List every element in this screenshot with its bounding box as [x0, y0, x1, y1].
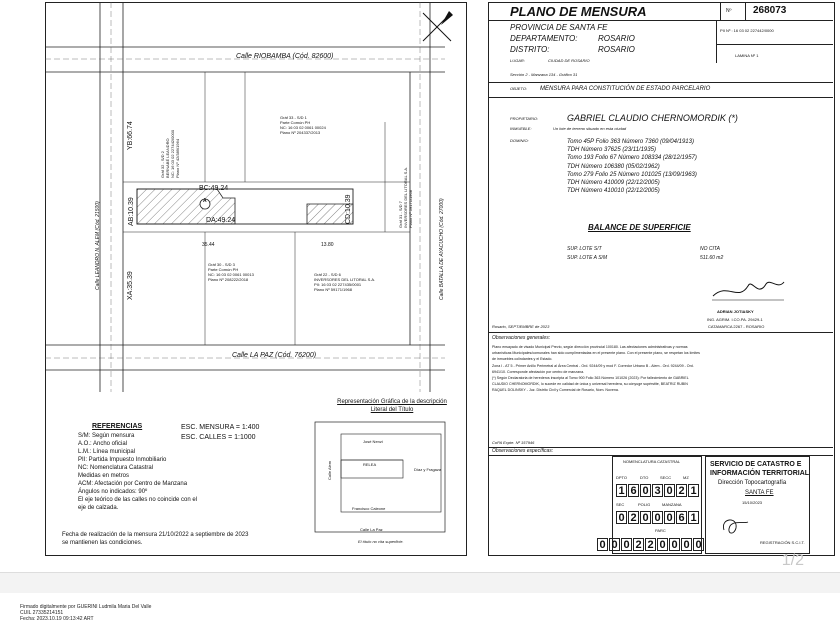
observaciones-title: Observaciones generales: — [492, 335, 551, 341]
divider — [488, 20, 833, 21]
distrito: ROSARIO — [598, 45, 635, 54]
ref-line: NC: Nomenclatura Catastral — [78, 465, 154, 471]
departamento: ROSARIO — [598, 34, 635, 43]
plan-title: PLANO DE MENSURA — [510, 4, 647, 19]
divider — [745, 2, 746, 20]
nom-label: MANZANA — [662, 502, 682, 507]
lugar-label: LUGAR: — [510, 58, 525, 63]
nom-label: SECC — [660, 475, 672, 480]
nom-digit: 0 — [597, 538, 608, 551]
ref-line: S/M: Según mensura — [78, 433, 135, 439]
nom-digit: 1 — [616, 484, 627, 497]
observaciones-line: (*) Según Declaratoria de herederos inscripta al Tomo 900 Folio 363 Número 101026 (2023): Por fallecimiento de GABRIEL — [492, 376, 689, 381]
street-right-label: Calle BATALLA DE AYACUCHO (Cód. 27000) — [439, 198, 445, 300]
surveyor-title: ING. AGRIM. I.CO.PA. 29429-1 — [707, 317, 763, 322]
nom-digit: 2 — [676, 484, 687, 497]
signature-line: Firmado digitalmente por GUERINI Ludmila Maria Del Valle — [20, 604, 152, 610]
graphic-bottom-street: Calle La Paz — [360, 527, 383, 532]
nom-digit: 0 — [657, 538, 668, 551]
graphic-title: Representación Gráfica de la descripción Literal del Título — [337, 399, 447, 413]
dim-ab: AB:10.39 — [128, 197, 135, 226]
nom-label: PARC — [655, 528, 666, 533]
surveyor-name: ADRIAN JOTIASKY — [717, 309, 754, 314]
divider — [716, 44, 833, 45]
nom-digit: 0 — [664, 484, 675, 497]
distrito-label: DISTRITO: — [510, 45, 550, 54]
propietario-label: PROPIETARIO: — [510, 116, 539, 121]
surveyor-address: CATAMARCA 2267 - ROSARIO — [708, 324, 765, 329]
servicio-line4: SANTA FE — [745, 490, 774, 496]
dominio-entry: TDH Número 410009 (22/12/2005) — [567, 180, 660, 187]
survey-date-note: Fecha de realización de la mensura 21/10/2022 a septiembre de 2023 se mantienen las condiciones. — [62, 532, 249, 546]
signature-line: CUIL 27335214151 — [20, 610, 64, 616]
servicio-line3: Dirección Topocartografía — [718, 480, 787, 486]
lot-label: A — [203, 198, 207, 204]
copa-expte: CoPA Expte. Nº 157946 — [492, 440, 535, 445]
observaciones-line: 6941/10. Corresponde afectación por centro de manzana. — [492, 369, 585, 374]
servicio-line1: SERVICIO DE CATASTRO E — [710, 461, 802, 468]
nom-digit: 0 — [616, 511, 627, 524]
dim-da: DA:49.24 — [206, 217, 236, 224]
street-top-label: Calle RIOBAMBA (Cód. 82600) — [236, 53, 334, 60]
street-bottom-label: Calle LA PAZ (Cód. 76200) — [232, 352, 317, 359]
place-date: Rosario, SEPTIEMBRE de 2023 — [492, 324, 550, 329]
registrar-signature — [716, 512, 756, 540]
balance-line2-value: 511.60 m2 — [700, 255, 724, 261]
observaciones-especificas: Observaciones específicas: — [492, 448, 554, 454]
references-list — [78, 432, 197, 512]
nom-digit: 0 — [681, 538, 692, 551]
digital-signature — [20, 604, 151, 622]
plan-number-label: Nº — [726, 8, 732, 14]
dominio-entry: Tomo 45P Folio 363 Número 7360 (09/04/1913) — [567, 139, 694, 145]
divider — [716, 20, 717, 63]
dominio-label: DOMINIO: — [510, 138, 529, 143]
dominio-entry: TDH Número 37625 (23/11/1935) — [567, 147, 656, 154]
nom-digit: 0 — [652, 511, 663, 524]
scale-calles: ESC. CALLES = 1:1000 — [181, 434, 256, 441]
graphic-bottom-neighbor: Francisco Caleone — [352, 506, 386, 511]
street-left-label: Calle LEANDRO N. ALEM (Cód. 21500) — [95, 201, 101, 290]
balance-line1-value: NO CITA — [700, 246, 720, 252]
inmueble: Un lote de terreno situado en esta ciudad — [553, 126, 627, 131]
ref-line: PII: Partida Impuesto Inmobiliario — [78, 457, 167, 463]
surveyor-signature — [708, 272, 788, 308]
nom-digit: 6 — [676, 511, 687, 524]
graphic-left: Calle Alem — [327, 460, 332, 480]
nom-digit: 0 — [621, 538, 632, 551]
dim-partial-1: 35.44 — [202, 242, 215, 248]
dim-cd: CD:10.39 — [345, 194, 352, 224]
divider — [488, 82, 833, 83]
ref-line: El eje teórico de las calles no coincide con el — [78, 497, 198, 503]
observaciones-line: Plano ensayado de visado Municipal Previo, según dirección provincial 100180. Las afectaciones administrativas y normas — [492, 345, 688, 349]
neighbor-bottom-left: Gráf 30 - S/D 3 Parte Común PH NC: 16 03 02 0061 00013 Plano Nº 208222/2018 — [208, 262, 254, 282]
divider — [488, 97, 833, 98]
servicio-date: 15/10/2023 — [742, 500, 763, 505]
neighbor-right: Gráf 31 - S/D 7 INVERSORES DEL LITORAL S.A. Plano Nº 59171/1968 — [398, 166, 413, 228]
neighbor-left: Gráf 32 - S/D 2 BERNABÉ LEANDRO NC: 16 03 02 227442/0000 Plano Nº 42/389/1964 — [160, 129, 180, 178]
plan-number: 268073 — [753, 5, 787, 16]
dominio-list — [567, 138, 697, 195]
nom-digit: 0 — [609, 538, 620, 551]
ref-line: L.M.: Línea municipal — [78, 449, 136, 455]
graphic-top: José Nenzi — [363, 439, 383, 444]
balance-title: BALANCE DE SUPERFICIE — [588, 223, 691, 232]
nom-label: SEC — [616, 502, 625, 507]
registration-stamp: REGISTRACIÓN S.C.I.T. — [760, 540, 805, 545]
nom-label: MZ — [683, 475, 689, 480]
observaciones-line: de inmuebles colindantes y el Estado. — [492, 357, 553, 362]
neighbor-bottom-right: Gráf 22 - S/D 6 INVERSORES DEL LITORAL S.A. PII: 16 03 02 227435/0001 Plano Nº 59171/1968 — [314, 272, 376, 292]
balance-line2-label: SUP. LOTE A S/M — [567, 255, 608, 261]
neighbor-top: Gráf 33 - S/D 1 Parte Común PH NC: 16 03 02 0061 00024 Plano Nº 204337/2013 — [280, 115, 326, 135]
page-indicator: 1/2 — [781, 552, 804, 569]
nom-digit: 3 — [652, 484, 663, 497]
nom-digit: 2 — [645, 538, 656, 551]
observaciones-text — [492, 344, 827, 394]
divider — [488, 332, 833, 333]
balance-line1-label: SUP. LOTE S/T — [567, 246, 602, 252]
nomenclatura-title: NOMENCLATURA CATASTRAL — [623, 459, 681, 464]
dim-xa: XA:35.39 — [127, 271, 134, 300]
dim-partial-2: 13.80 — [321, 242, 334, 248]
observaciones-line: CLAUDIO CHERNOMORDIK, lo sucede en calidad de única y universal heredera, su cónyuge supérstite, BEATRIZ RUBIN — [492, 382, 688, 387]
scale-mensura: ESC. MENSURA = 1:400 — [181, 424, 260, 431]
servicio-line2: INFORMACIÓN TERRITORIAL — [710, 470, 810, 477]
nom-digit: 2 — [628, 511, 639, 524]
inmueble-label: INMUEBLE: — [510, 126, 532, 131]
observaciones-line: RAQUEL DOLINSKY - Juz. Distrito Civil y Comercial de Rosario, Nom. Novena. — [492, 388, 619, 393]
signature-line: Fecha: 2023.10.19 09:13:42 ART — [20, 616, 94, 622]
seccion: Sección 2 - Manzana 134 - Gráfico 31 — [510, 72, 578, 77]
nom-digit: 0 — [664, 511, 675, 524]
dim-bc: BC:49.24 — [199, 185, 229, 192]
objeto-label: OBJETO: — [510, 86, 528, 91]
nom-digit: 1 — [688, 484, 699, 497]
nom-digit: 0 — [640, 484, 651, 497]
nom-digit: 6 — [628, 484, 639, 497]
nom-digit: 2 — [633, 538, 644, 551]
lamina-number: LAMINA Nº 1 — [735, 53, 759, 58]
departamento-label: DEPARTAMENTO: — [510, 34, 578, 43]
nom-label: DTO — [640, 475, 649, 480]
nom-digit: 0 — [669, 538, 680, 551]
nom-digit: 1 — [688, 511, 699, 524]
dominio-entry: TDH Número 410010 (22/12/2005) — [567, 188, 660, 195]
ref-line: eje de calzada. — [78, 505, 119, 511]
observaciones-line: urbanísticas Municipales/comunales han sido cumplimentadas en el presente plano. Con el presente plano, se respetan los límites — [492, 351, 700, 356]
ref-line: Ángulos no indicados: 90º — [78, 489, 148, 495]
pii-number: PII Nº : 16 03 02 227442/0000 — [720, 28, 774, 33]
dim-yb: YB:66.74 — [127, 121, 134, 150]
nom-label: DPTO — [616, 475, 628, 480]
dominio-entry: Tomo 279 Folio 25 Número 101025 (13/09/1963) — [567, 171, 697, 178]
graphic-center: RELEA — [363, 462, 377, 467]
ref-line: A.O.: Ancho oficial — [78, 441, 128, 447]
provincia: PROVINCIA DE SANTA FE — [510, 23, 608, 32]
nom-digit: 0 — [693, 538, 704, 551]
divider — [720, 2, 721, 20]
graphic-note: El título no cita superficie. — [358, 539, 404, 544]
nom-label: POLIG — [638, 502, 651, 507]
graphic-right: Díaz y Fragaza — [414, 467, 442, 472]
propietario: GABRIEL CLAUDIO CHERNOMORDIK (*) — [567, 113, 738, 123]
references-title: REFERENCIAS — [92, 423, 143, 430]
ref-line: ACM: Afectación por Centro de Manzana — [78, 481, 188, 487]
ref-line: Medidas en metros — [78, 473, 130, 479]
objeto: MENSURA PARA CONSTITUCIÓN DE ESTADO PARCELARIO — [540, 86, 711, 92]
dominio-entry: Tomo 193 Folio 67 Número 108334 (28/12/1957) — [567, 155, 697, 162]
viewer-footer-bar — [0, 572, 840, 593]
dominio-entry: TDH Número 106380 (05/02/1962) — [567, 163, 660, 170]
lugar: CIUDAD DE ROSARIO — [548, 58, 590, 63]
nom-digit: 0 — [640, 511, 651, 524]
observaciones-line: Zona I - AT 5 - Primer Anillo Perimetral al Área Central - Ord. 9244/09 y mod F. Corredor Urbano B - Alem - Ord. 9244/09 - Ord. — [492, 363, 694, 368]
